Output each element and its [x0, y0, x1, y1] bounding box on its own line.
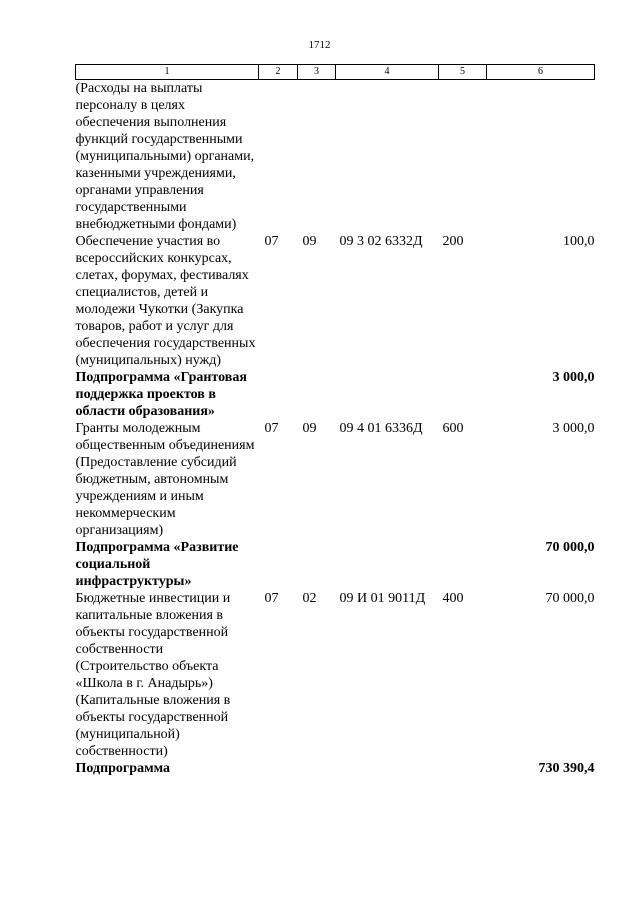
row-subsection: 09: [302, 421, 317, 436]
row-section: 07: [264, 234, 279, 249]
table-row: [76, 233, 595, 369]
row-expense-type: [439, 539, 487, 590]
row-subsection: [298, 80, 336, 234]
row-target-code: 09 4 01 6336Д: [339, 421, 423, 436]
table-row-subprogram: [76, 539, 595, 590]
header-col-6: 6: [487, 65, 595, 80]
row-name: Подпрограмма «Развитие социальной инфраструктуры»: [75, 540, 239, 589]
header-col-4: 4: [336, 65, 439, 80]
page-number: 1712: [308, 39, 331, 51]
budget-table: [75, 64, 595, 777]
row-section: 07: [264, 421, 279, 436]
header-col-2: 2: [259, 65, 298, 80]
row-subsection: 02: [302, 591, 317, 606]
row-amount: 730 390,4: [538, 761, 595, 776]
row-target-code: [336, 539, 439, 590]
row-target-code: [336, 369, 439, 420]
row-section: [259, 760, 298, 777]
row-amount: 70 000,0: [545, 540, 595, 555]
table-row: [76, 80, 595, 234]
row-name: Подпрограмма: [75, 761, 171, 776]
row-name: (Расходы на выплаты персоналу в целях обеспечения выполнения функций государственными (муниципальными) органами, казенными учреждениями, органами управления государственными внебюджетными фондами): [75, 81, 255, 232]
row-target-code: 09 И 01 9011Д: [339, 591, 426, 606]
row-section: 07: [264, 591, 279, 606]
row-section: [259, 369, 298, 420]
row-amount: [487, 80, 595, 234]
row-name: Обеспечение участия во всероссийских конкурсах, слетах, форумах, фестивалях специалистов, детей и молодежи Чукотки (Закупка товаров, работ и услуг для обеспечения государственных (муниципальных) нужд): [75, 234, 256, 368]
table-row-subprogram: [76, 369, 595, 420]
row-subsection: 09: [302, 234, 317, 249]
row-expense-type: 200: [442, 234, 464, 249]
row-expense-type: [439, 369, 487, 420]
row-amount: 3 000,0: [552, 421, 595, 436]
header-col-1: 1: [76, 65, 259, 80]
row-name: Подпрограмма «Грантовая поддержка проектов в области образования»: [75, 370, 247, 419]
row-name: Гранты молодежным общественным объединениям (Предоставление субсидий бюджетным, автономным учреждениям и иным некоммерческим организациям): [75, 421, 255, 538]
row-amount: 100,0: [563, 234, 595, 249]
row-target-code: [336, 80, 439, 234]
row-name: Бюджетные инвестиции и капитальные вложения в объекты государственной собственности (Строительство объекта «Школа в г. Анадырь») (Капитальные вложения в объекты государственной (муниципальной) собственности): [75, 591, 231, 759]
table-header-row: [76, 65, 595, 80]
row-expense-type: [439, 80, 487, 234]
row-section: [259, 80, 298, 234]
row-amount: 70 000,0: [545, 591, 595, 606]
row-amount: 3 000,0: [552, 370, 595, 385]
table-row: [76, 590, 595, 760]
row-subsection: [298, 760, 336, 777]
row-section: [259, 539, 298, 590]
row-expense-type: [439, 760, 487, 777]
row-expense-type: 400: [442, 591, 464, 606]
header-col-3: 3: [298, 65, 336, 80]
header-col-5: 5: [439, 65, 487, 80]
table-row-subprogram: [76, 760, 595, 777]
row-target-code: [336, 760, 439, 777]
row-target-code: 09 3 02 6332Д: [339, 234, 423, 249]
table-row: [76, 420, 595, 539]
row-subsection: [298, 539, 336, 590]
row-subsection: [298, 369, 336, 420]
row-expense-type: 600: [442, 421, 464, 436]
